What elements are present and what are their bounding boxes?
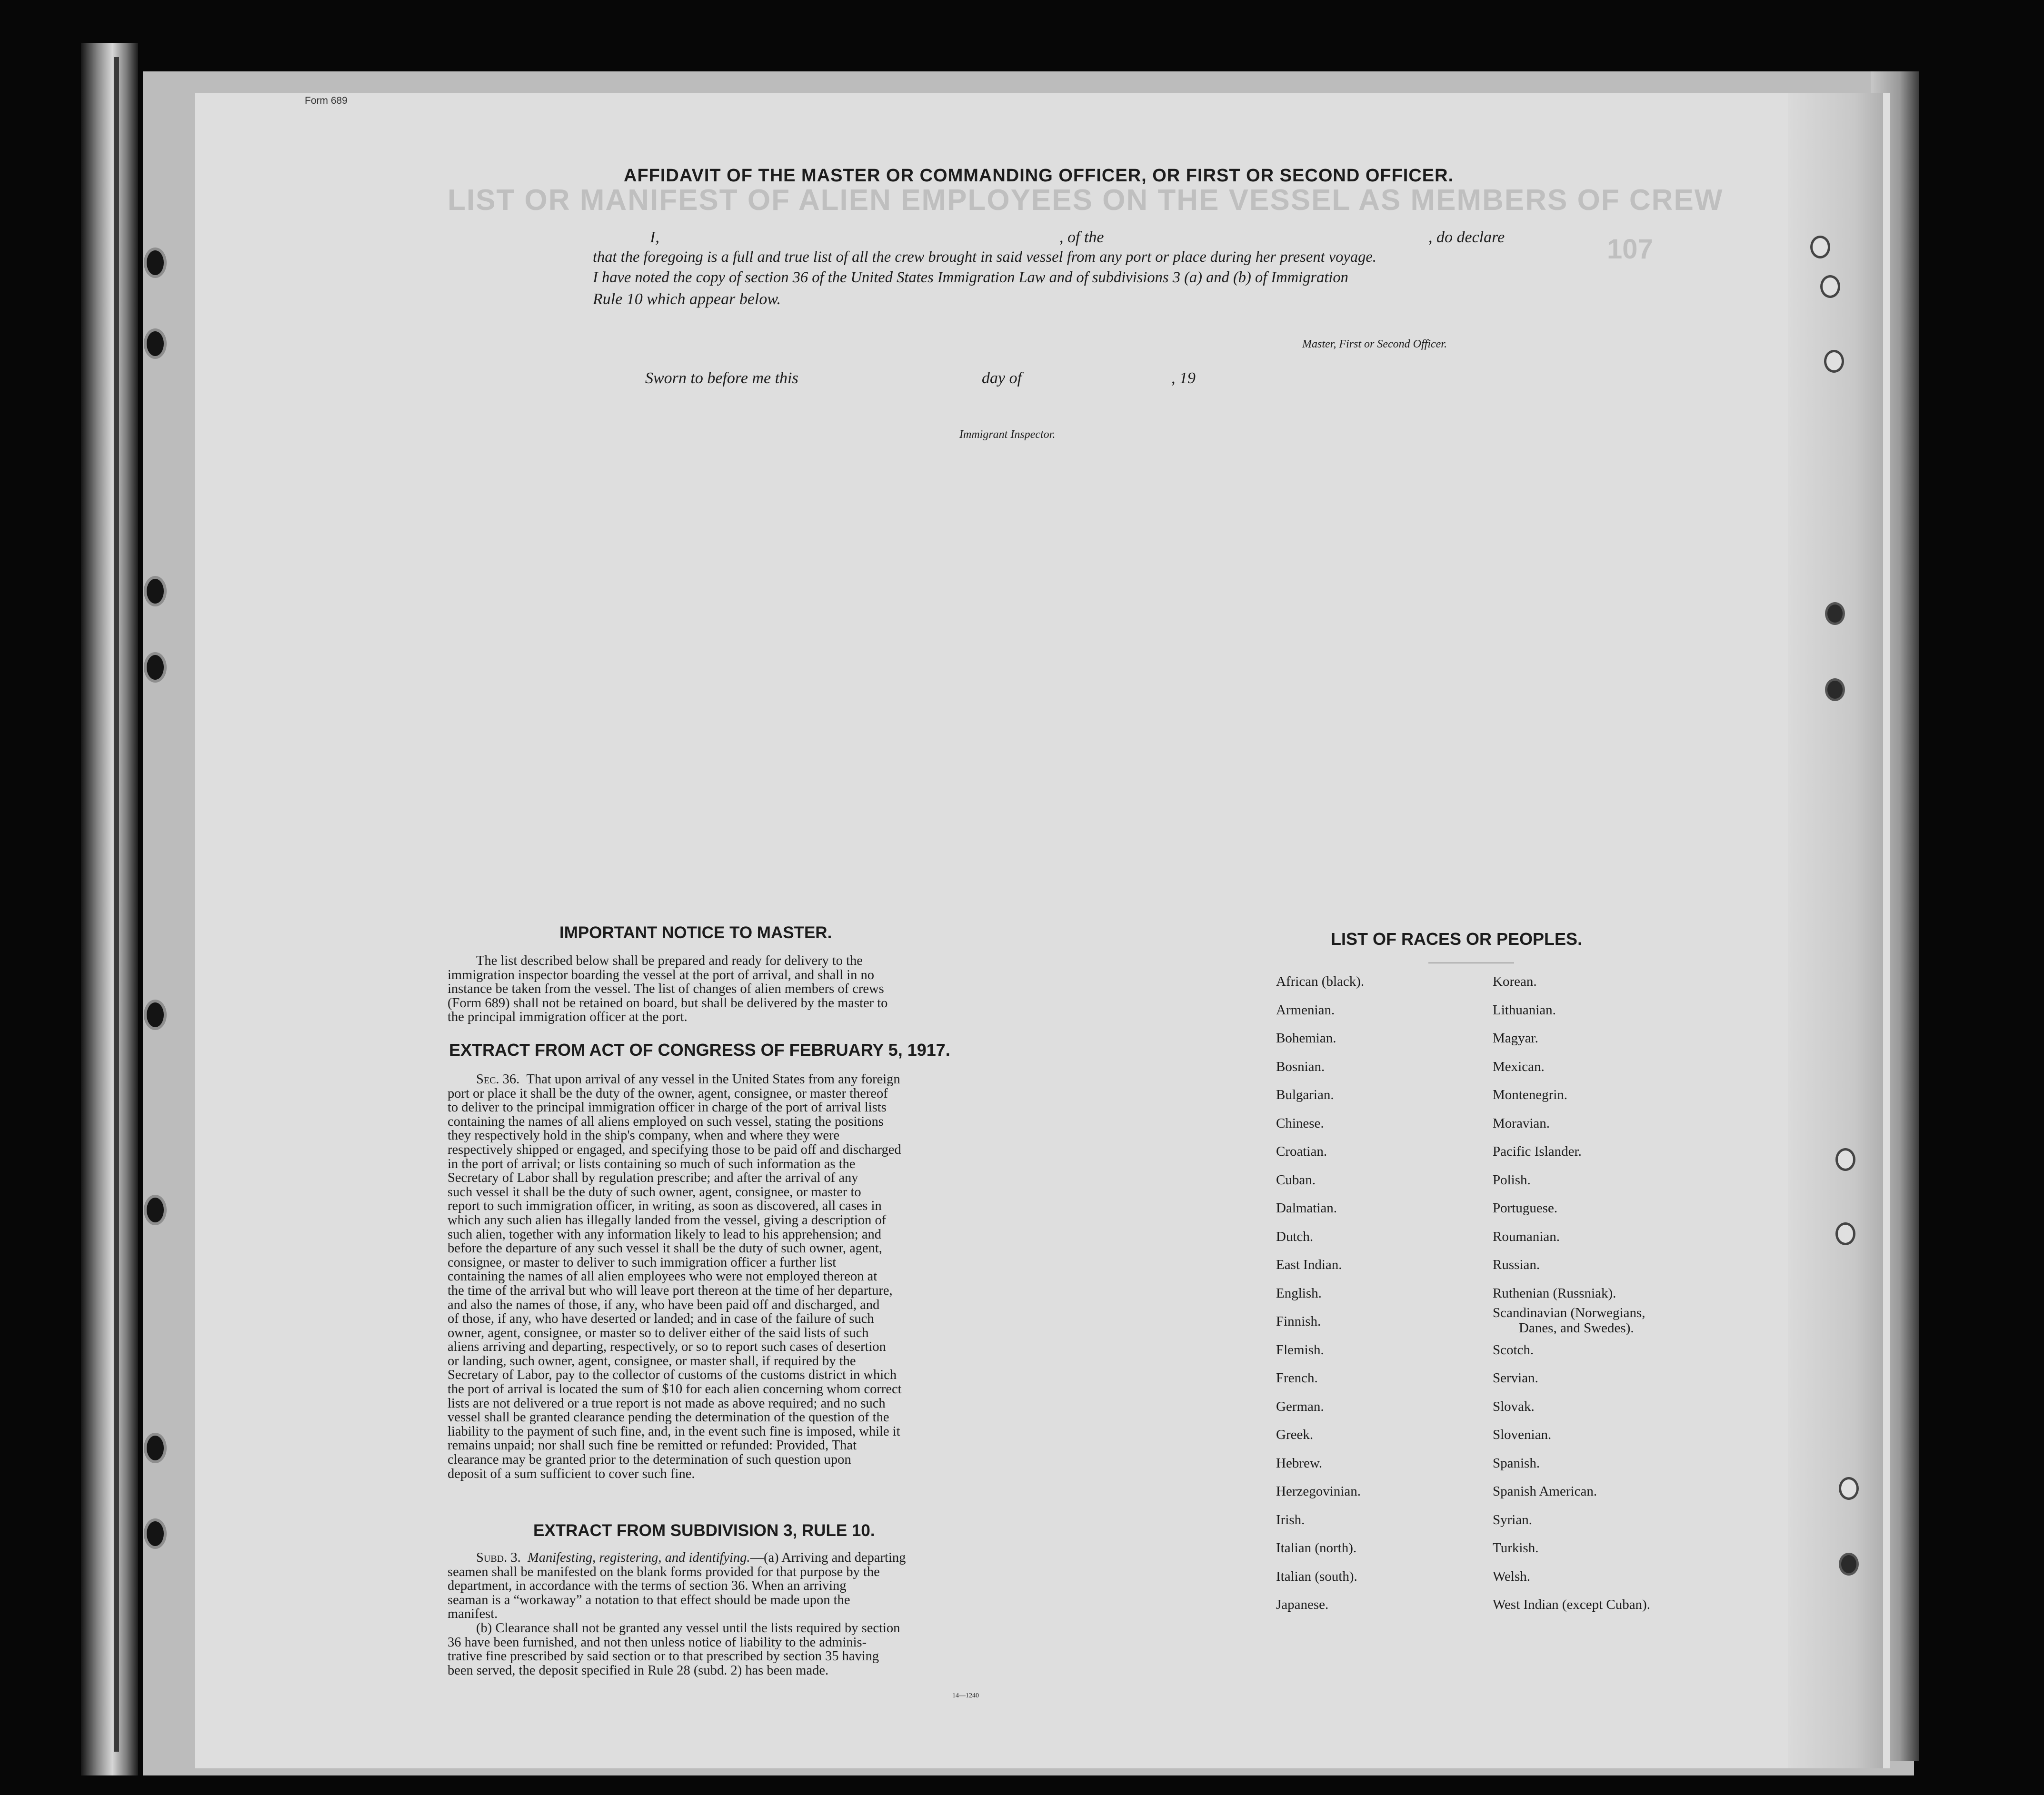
races-title: LIST OF RACES OR PEOPLES. (1331, 929, 1583, 949)
act-line: before the departure of any such vessel it shall be the duty of such owner, agent, (448, 1241, 882, 1256)
race-item: English. (1276, 1286, 1322, 1301)
binder-hole (144, 576, 167, 606)
rule-line: 36 have been furnished, and not then unless notice of liability to the adminis- (448, 1635, 867, 1650)
race-item: East Indian. (1276, 1257, 1342, 1272)
signature-caption: Master, First or Second Officer. (1302, 338, 1447, 350)
page-edge-shadow (1788, 93, 1883, 1768)
race-item: Russian. (1493, 1257, 1540, 1272)
binder-hole (144, 1518, 167, 1549)
race-item: Bulgarian. (1276, 1087, 1334, 1102)
act-line: That upon arrival of any vessel in the United States from any foreign (526, 1072, 900, 1087)
punch-hole (1839, 1477, 1859, 1500)
act-line: containing the names of all alien employees who were not employed thereon at (448, 1269, 877, 1284)
race-item: Korean. (1493, 974, 1537, 989)
race-item: Flemish. (1276, 1342, 1324, 1358)
act-line: aliens arriving and departing, respectively, or so to report such cases of desertion (448, 1339, 886, 1355)
rule-subd-heading: Manifesting, registering, and identifying. (527, 1550, 750, 1565)
act-line: or landing, such owner, agent, consignee, or master shall, if required by the (448, 1353, 856, 1369)
punch-hole (1839, 1553, 1859, 1576)
act-line: Secretary of Labor shall by regulation prescribe; and after the arrival of any (448, 1170, 858, 1186)
affidavit-of-the: , of the (1059, 228, 1104, 246)
affidavit-declare: , do declare (1428, 228, 1505, 246)
race-item: Moravian. (1493, 1116, 1550, 1131)
race-item: Polish. (1493, 1172, 1531, 1188)
act-line: the port of arrival is located the sum of $10 for each alien concerning whom correct (448, 1382, 902, 1397)
inspector-caption: Immigrant Inspector. (959, 428, 1056, 441)
act-line: liability to the payment of such fine, and, in the event such fine is imposed, while it (448, 1424, 900, 1439)
act-line: to deliver to the principal immigration officer in charge of the port of arrival lists (448, 1100, 887, 1115)
notice-line: The list described below shall be prepared and ready for delivery to the (476, 953, 863, 968)
race-item: Herzegovinian. (1276, 1484, 1361, 1499)
affidavit-line-2: that the foregoing is a full and true list of all the crew brought in said vessel from any port or place during her present voyage. (593, 248, 1376, 266)
affidavit-i: I, (650, 228, 659, 246)
race-item: Italian (north). (1276, 1540, 1357, 1556)
race-item: Cuban. (1276, 1172, 1316, 1188)
race-item: Bosnian. (1276, 1059, 1325, 1074)
act-title: EXTRACT FROM ACT OF CONGRESS OF FEBRUARY 5, 1917. (449, 1040, 950, 1060)
year-text: , 19 (1171, 369, 1196, 387)
race-item: Scotch. (1493, 1342, 1534, 1358)
punch-hole (1825, 678, 1845, 701)
day-of-text: day of (982, 369, 1022, 387)
race-item: Japanese. (1276, 1597, 1329, 1612)
race-item: Syrian. (1493, 1512, 1532, 1527)
punch-hole (1810, 236, 1830, 258)
race-item: Irish. (1276, 1512, 1305, 1527)
notice-line: the principal immigration officer at the port. (448, 1010, 688, 1025)
notice-line: (Form 689) shall not be retained on board, but shall be delivered by the master to (448, 995, 888, 1011)
act-line: and also the names of those, if any, who have been paid off and discharged, and (448, 1297, 880, 1312)
binding-line (114, 57, 119, 1752)
rule-paragraph (448, 1551, 1007, 1677)
punch-hole (1835, 1148, 1855, 1171)
race-item: Dalmatian. (1276, 1200, 1337, 1216)
race-item: Roumanian. (1493, 1229, 1560, 1244)
race-item: Chinese. (1276, 1116, 1324, 1131)
race-item: Armenian. (1276, 1002, 1335, 1018)
notice-line: immigration inspector boarding the vessel at the port of arrival, and shall in no (448, 967, 874, 982)
race-item: Slovenian. (1493, 1427, 1552, 1442)
race-item: Spanish. (1493, 1456, 1540, 1471)
races-divider (1428, 962, 1514, 963)
race-item: Finnish. (1276, 1314, 1321, 1329)
rule-title: EXTRACT FROM SUBDIVISION 3, RULE 10. (533, 1521, 875, 1540)
race-item: Hebrew. (1276, 1456, 1323, 1471)
race-item: Spanish American. (1493, 1484, 1597, 1499)
notice-line: instance be taken from the vessel. The list of changes of alien members of crews (448, 982, 884, 997)
affidavit-line-4: Rule 10 which appear below. (593, 290, 781, 308)
race-item: Magyar. (1493, 1031, 1538, 1046)
race-item: Portuguese. (1493, 1200, 1558, 1216)
race-item: Italian (south). (1276, 1569, 1357, 1584)
sworn-text: Sworn to before me this (645, 369, 798, 387)
race-item: Scandinavian (Norwegians, (1493, 1305, 1645, 1320)
rule-subd-label: Subd. 3. (476, 1550, 521, 1565)
affidavit-line-3: I have noted the copy of section 36 of the United States Immigration Law and of subdivisions 3 (a) and (b) of Immigration (593, 269, 1348, 286)
rule-line: been served, the deposit specified in Rule 28 (subd. 2) has been made. (448, 1663, 829, 1678)
race-item: French. (1276, 1370, 1318, 1386)
act-line: vessel shall be granted clearance pending the determination of the question of the (448, 1410, 889, 1425)
act-line: remains unpaid; nor shall such fine be remitted or refunded: Provided, That (448, 1438, 857, 1453)
act-line: such alien, together with any information likely to lead to his apprehension; and (448, 1227, 881, 1242)
notice-paragraph (448, 954, 1007, 1024)
act-line: which any such alien has illegally landed from the vessel, giving a description of (448, 1212, 887, 1228)
rule-line: seaman is a “workaway” a notation to that effect should be made upon the (448, 1592, 850, 1607)
act-section-label: Sec. 36. (476, 1072, 520, 1087)
rule-line: (b) Clearance shall not be granted any vessel until the lists required by section (476, 1620, 900, 1636)
race-item: Croatian. (1276, 1144, 1327, 1159)
punch-hole (1825, 602, 1845, 625)
bleed-through-header: LIST OR MANIFEST OF ALIEN EMPLOYEES ON THE VESSEL AS MEMBERS OF CREW (448, 184, 1724, 217)
race-item: Slovak. (1493, 1399, 1535, 1414)
rule-line: manifest. (448, 1607, 498, 1622)
act-line: they respectively hold in the ship's company, when and where they were (448, 1128, 840, 1143)
act-line: Secretary of Labor, pay to the collector of customs of the customs district in which (448, 1368, 897, 1383)
rule-line: seamen shall be manifested on the blank forms provided for that purpose by the (448, 1564, 880, 1579)
print-code: 14—1240 (952, 1692, 979, 1699)
act-line: such vessel it shall be the duty of such owner, agent, consignee, or master to (448, 1184, 861, 1200)
act-line: clearance may be granted prior to the determination of such question upon (448, 1452, 851, 1468)
act-line: report to such immigration officer, in writing, as soon as discovered, all cases in (448, 1199, 882, 1214)
act-line: containing the names of all aliens employed on such vessel, stating the positions (448, 1114, 884, 1129)
act-line: the time of the arrival but who will leave port thereon at the time of her departure, (448, 1283, 893, 1298)
act-line: respectively shipped or engaged, and specifying those to be paid off and discharged (448, 1142, 901, 1157)
race-item: Mexican. (1493, 1059, 1545, 1074)
race-item: Ruthenian (Russniak). (1493, 1286, 1616, 1301)
document-page (195, 93, 1890, 1768)
binder-hole (144, 652, 167, 683)
binder-hole (144, 1433, 167, 1463)
binder-hole (144, 248, 167, 278)
act-line: consignee, or master to deliver to such immigration officer a further list (448, 1255, 837, 1270)
race-item: West Indian (except Cuban). (1493, 1597, 1651, 1612)
punch-hole (1820, 275, 1840, 298)
race-item: Welsh. (1493, 1569, 1531, 1584)
race-item: Dutch. (1276, 1229, 1314, 1244)
act-line: of those, if any, who have deserted or landed; and in case of the failure of such (448, 1311, 874, 1327)
rule-line: department, in accordance with the terms of section 36. When an arriving (448, 1578, 847, 1594)
notice-title: IMPORTANT NOTICE TO MASTER. (559, 923, 832, 942)
race-item-continued: Danes, and Swedes). (1519, 1320, 1634, 1336)
race-item: Pacific Islander. (1493, 1144, 1582, 1159)
punch-hole (1835, 1222, 1855, 1245)
act-line: lists are not delivered or a true report is not made as above required; and no such (448, 1396, 886, 1411)
act-line: owner, agent, consignee, or master so to deliver either of the said lists of such (448, 1325, 869, 1340)
affidavit-title: AFFIDAVIT OF THE MASTER OR COMMANDING OFFICER, OR FIRST OR SECOND OFFICER. (624, 166, 1454, 186)
race-item: Bohemian. (1276, 1031, 1336, 1046)
race-item: German. (1276, 1399, 1324, 1414)
act-line: in the port of arrival; or lists containing so much of such information as the (448, 1156, 856, 1171)
binder-hole (144, 1195, 167, 1225)
race-item: Lithuanian. (1493, 1002, 1556, 1018)
race-item: Servian. (1493, 1370, 1538, 1386)
form-number: Form 689 (305, 95, 348, 106)
race-item: African (black). (1276, 974, 1365, 989)
act-paragraph (448, 1072, 1007, 1481)
bleed-through-number: 107 (1607, 234, 1653, 265)
binder-hole (144, 328, 167, 359)
rule-line: trative fine prescribed by said section or to that prescribed by section 35 having (448, 1649, 879, 1664)
rule-line: —(a) Arriving and departing (750, 1550, 906, 1565)
binding-edge (81, 43, 138, 1775)
race-item: Greek. (1276, 1427, 1314, 1442)
act-line: port or place it shall be the duty of the owner, agent, consignee, or master thereof (448, 1086, 888, 1101)
act-line: deposit of a sum sufficient to cover such fine. (448, 1466, 695, 1481)
punch-hole (1824, 350, 1844, 373)
race-item: Turkish. (1493, 1540, 1539, 1556)
race-item: Montenegrin. (1493, 1087, 1568, 1102)
binder-hole (144, 1000, 167, 1030)
